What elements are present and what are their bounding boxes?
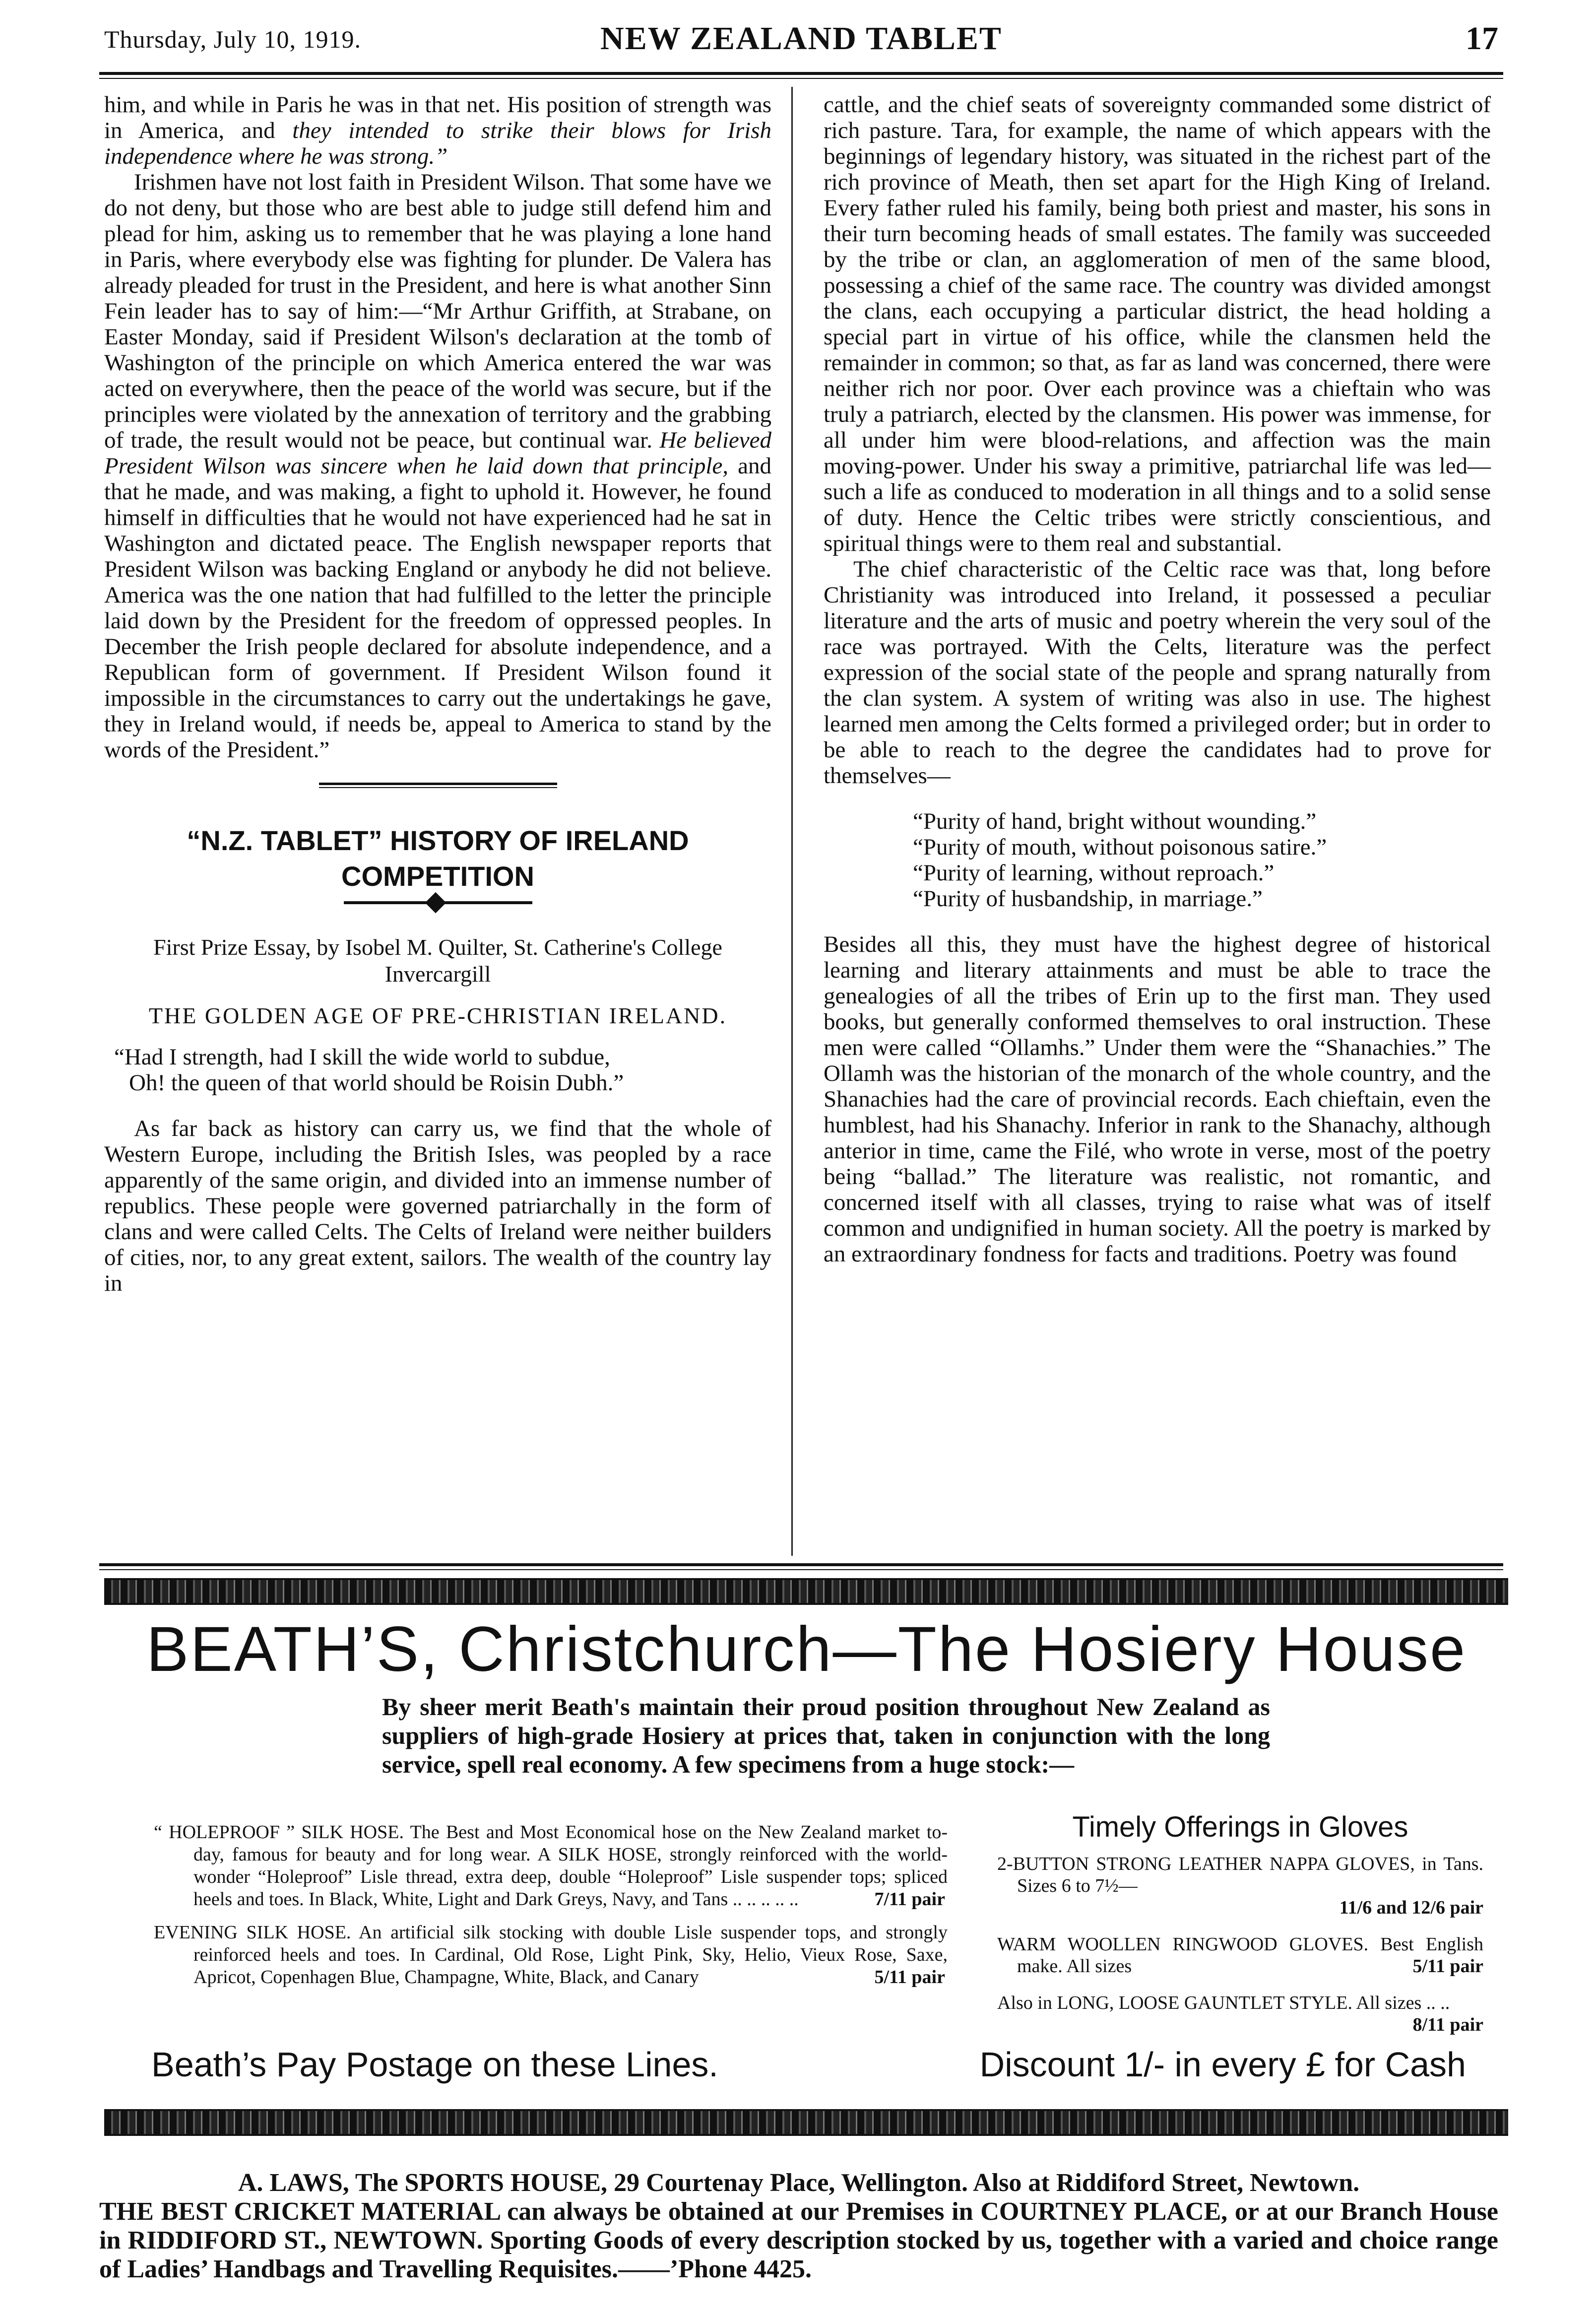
quote-line: “Purity of hand, bright without wounding.” (913, 808, 1317, 834)
article-paragraph: cattle, and the chief seats of sovereignty commanded some district of rich pasture. Tara, for example, the name of which appears with the beginnings of legendary history, was situated in the richest part of the rich province of Meath, then set apart for the High King of Ireland. Every father ruled his family, being both priest and master, his sons in their turn becoming heads of small estates. The family was succeeded by the tribe or clan, an agglomeration of men of the same blood, possessing a chief of the same race. The country was divided amongst the clans, each occupying a particular district, the head holding a special part in virtue of his office, while the clansmen held the remainder in common; so that, as far as land was concerned, there were neither rich nor poor. Over each province was a chieftain who was truly a patriarch, elected by the clansmen. His power was immense, for all under him were blood-relations, and affection was the main moving-power. Under his sway a primitive, patriarchal life was led—such a life as conduced to moderation in all things and to a solid sense of duty. Hence the Celtic tribes were strictly conscientious, and spiritual things were to them real and substantial. (824, 92, 1491, 556)
issue-date: Thursday, July 10, 1919. (104, 25, 361, 53)
italic-text: they intended to strike their blows for Irish independence where he was strong.” (104, 118, 771, 169)
holeproof-offer (154, 1821, 948, 1911)
ornament-divider (344, 901, 532, 904)
quote-line: “Purity of learning, without reproach.” (913, 860, 1275, 886)
text: and that he made, and was making, a fight to uphold it. However, he found himself in difficulties that he would not have experienced had he sat in Washington and dictated peace. The English newspaper reports that President Wilson was backing England or anybody he did not believe. America was the one nation that had fulfilled to the letter the principle laid down by the President for the freedom of oppressed peoples. In December the Irish people declared for absolute independence, and a Republican form of government. If President Wilson found it impossible in the circumstances to carry out the undertakings he gave, they in Ireland would, if needs be, appeal to America to stand by the words of the President.” (104, 453, 771, 763)
article-end-rule (99, 1563, 1503, 1570)
gloves-heading: Timely Offerings in Gloves (1072, 1811, 1408, 1843)
discount-note: Discount 1/- in every £ for Cash (979, 2045, 1466, 2084)
right-column (824, 92, 1491, 1267)
purity-quotes (824, 808, 1491, 912)
advert-border-top (104, 1578, 1508, 1605)
advert-border-bottom (104, 2109, 1508, 2136)
epigraph-line: Oh! the queen of that world should be Roisin Dubh.” (129, 1070, 624, 1096)
evening-hose-offer (154, 1922, 948, 1989)
text: him, and while in Paris he was in that net. His position of strength was in America, and (104, 92, 771, 143)
article-paragraph (104, 169, 771, 763)
glove-offer (997, 1933, 1483, 1977)
section-rule (319, 783, 557, 788)
competition-heading (104, 823, 771, 894)
page-header (104, 20, 1498, 65)
epigraph-line: “Had I strength, had I skill the wide world to subdue, (114, 1044, 610, 1070)
article-paragraph: Besides all this, they must have the highest degree of historical learning and literary attainments and must be able to trace the genealogies of all the tribes of Erin up to the first man. They used books, but generally conformed themselves to oral instruction. These men were called “Ollamhs.” Under them were the “Shanachies.” The Ollamh was the historian of the monarch of the whole country, and the Shanachies had the care of provincial records. Each chieftain, even the humblest, had his Shanachy. Inferior in rank to the Shanachy, although anterior in time, came the Filé, who wrote in verse, most of the poetry being “ballad.” The literature was realistic, not romantic, and concerned itself with all classes, trying to raise what was of itself common and undignified in human society. All the poetry is marked by an extraordinary fondness for facts and traditions. Poetry was found (824, 931, 1491, 1267)
article-paragraph: As far back as history can carry us, we find that the whole of Western Europe, including the British Isles, was peopled by a race apparently of the same origin, and divided into an immense number of republics. These people were governed patriarchally in the form of clans and were called Celts. The Celts of Ireland were neither builders of cities, nor, to any great extent, sailors. The wealth of the country lay in (104, 1116, 771, 1296)
postage-note: Beath’s Pay Postage on these Lines. (151, 2045, 718, 2084)
column-divider (791, 87, 793, 1556)
offer-price: 8/11 pair (1412, 2014, 1483, 2035)
offer-text: EVENING SILK HOSE. An artificial silk stocking with double Lisle suspender tops, and strongly reinforced heels and toes. In Cardinal, Old Rose, Light Pink, Sky, Helio, Vieux Rose, Saxe, Apricot, Copenhagen Blue, Champagne, White, Black, and Canary (154, 1922, 948, 1988)
beaths-intro: By sheer merit Beath's maintain their proud position throughout New Zealand as suppliers of high-grade Hosiery at prices that, taken in conjunction with the long service, spell real economy. A few specimens from a huge stock:— (382, 1693, 1270, 1778)
glove-offer (997, 1992, 1483, 2035)
gloves-offers (997, 1811, 1483, 2036)
offer-price: 11/6 and 12/6 pair (1339, 1897, 1483, 1918)
offer-text: Also in LONG, LOOSE GAUNTLET STYLE. All sizes .. .. (997, 1992, 1450, 2013)
left-column (104, 92, 771, 1296)
masthead-title: NEW ZEALAND TABLET (600, 20, 1002, 57)
article-paragraph (104, 92, 771, 169)
quote-line: “Purity of husbandship, in marriage.” (913, 886, 1263, 912)
italic-text: He believed President Wilson was sincere when he laid down that principle, (104, 427, 771, 479)
heading-line: “N.Z. TABLET” HISTORY OF IRELAND (187, 825, 689, 856)
heading-line: COMPETITION (341, 861, 534, 892)
offer-text: WARM WOOLLEN RINGWOOD GLOVES. Best English make. All sizes (997, 1934, 1483, 1977)
offer-text: 2-BUTTON STRONG LEATHER NAPPA GLOVES, in Tans. Sizes 6 to 7½— (997, 1854, 1483, 1896)
offer-price: 5/11 pair (1412, 1956, 1483, 1977)
epigraph (104, 1044, 771, 1096)
essay-title: THE GOLDEN AGE OF PRE-CHRISTIAN IRELAND. (148, 1003, 727, 1028)
offer-text: “ HOLEPROOF ” SILK HOSE. The Best and Most Economical hose on the New Zealand market to-day, famous for beauty and for long wear. A SILK HOSE, strongly reinforced with the world-wonder “Holeproof” Lisle thread, extra deep, double “Holeproof” Lisle suspender tops; spliced heels and toes. In Black, White, Light and Dark Greys, Navy, and Tans .. .. .. .. .. (154, 1822, 948, 1910)
laws-advert (99, 2169, 1498, 2284)
text: Irishmen have not lost faith in President Wilson. That some have we do not deny, but those who are best able to judge still defend him and plead for him, asking us to remember that he was playing a lone hand in Paris, where everybody else was fighting for plunder. De Valera has already pleaded for trust in the President, and here is what another Sinn Fein leader has to say of him:—“Mr Arthur Griffith, at Strabane, on Easter Monday, said if President Wilson's declaration at the tomb of Washington of the principle on which America entered the war was acted on everywhere, then the peace of the world was secure, but if the principles were violated by the annexation of territory and the grabbing of trade, the result would not be peace, but continual war. (104, 169, 771, 453)
laws-address: A. LAWS, The SPORTS HOUSE, 29 Courtenay Place, Wellington. Also at Riddiford Street, Newtown. (238, 2169, 1360, 2197)
beaths-footer (151, 2045, 1466, 2084)
offer-price: 5/11 pair (874, 1967, 945, 1988)
header-rule (99, 72, 1503, 79)
beaths-headline: BEATH’S, Christchurch—The Hosiery House (146, 1614, 1467, 1685)
laws-body: THE BEST CRICKET MATERIAL can always be obtained at our Premises in COURTNEY PLACE, or at our Branch House in RIDDIFORD ST., NEWTOWN. Sporting Goods of every description stocked by us, together with a varied and choice range of Ladies’ Handbags and Travelling Requisites.——’Phone 4425. (99, 2197, 1498, 2283)
page-number: 17 (1466, 20, 1498, 57)
quote-line: “Purity of mouth, without poisonous satire.” (913, 834, 1327, 860)
hosiery-offers (154, 1821, 948, 1999)
article-paragraph: The chief characteristic of the Celtic race was that, long before Christianity was introduced into Ireland, it possessed a peculiar literature and the arts of music and poetry wherein the very soul of the race was portrayed. With the Celts, literature was the perfect expression of the social state of the people and sprang naturally from the clan system. A system of writing was also in use. The highest learned men among the Celts formed a privileged order; but in order to be able to reach to the degree the candidates had to prove for themselves— (824, 556, 1491, 789)
essay-byline: First Prize Essay, by Isobel M. Quilter, St. Catherine's College Invercargill (153, 934, 722, 987)
glove-offer (997, 1853, 1483, 1919)
offer-price: 7/11 pair (874, 1889, 945, 1910)
